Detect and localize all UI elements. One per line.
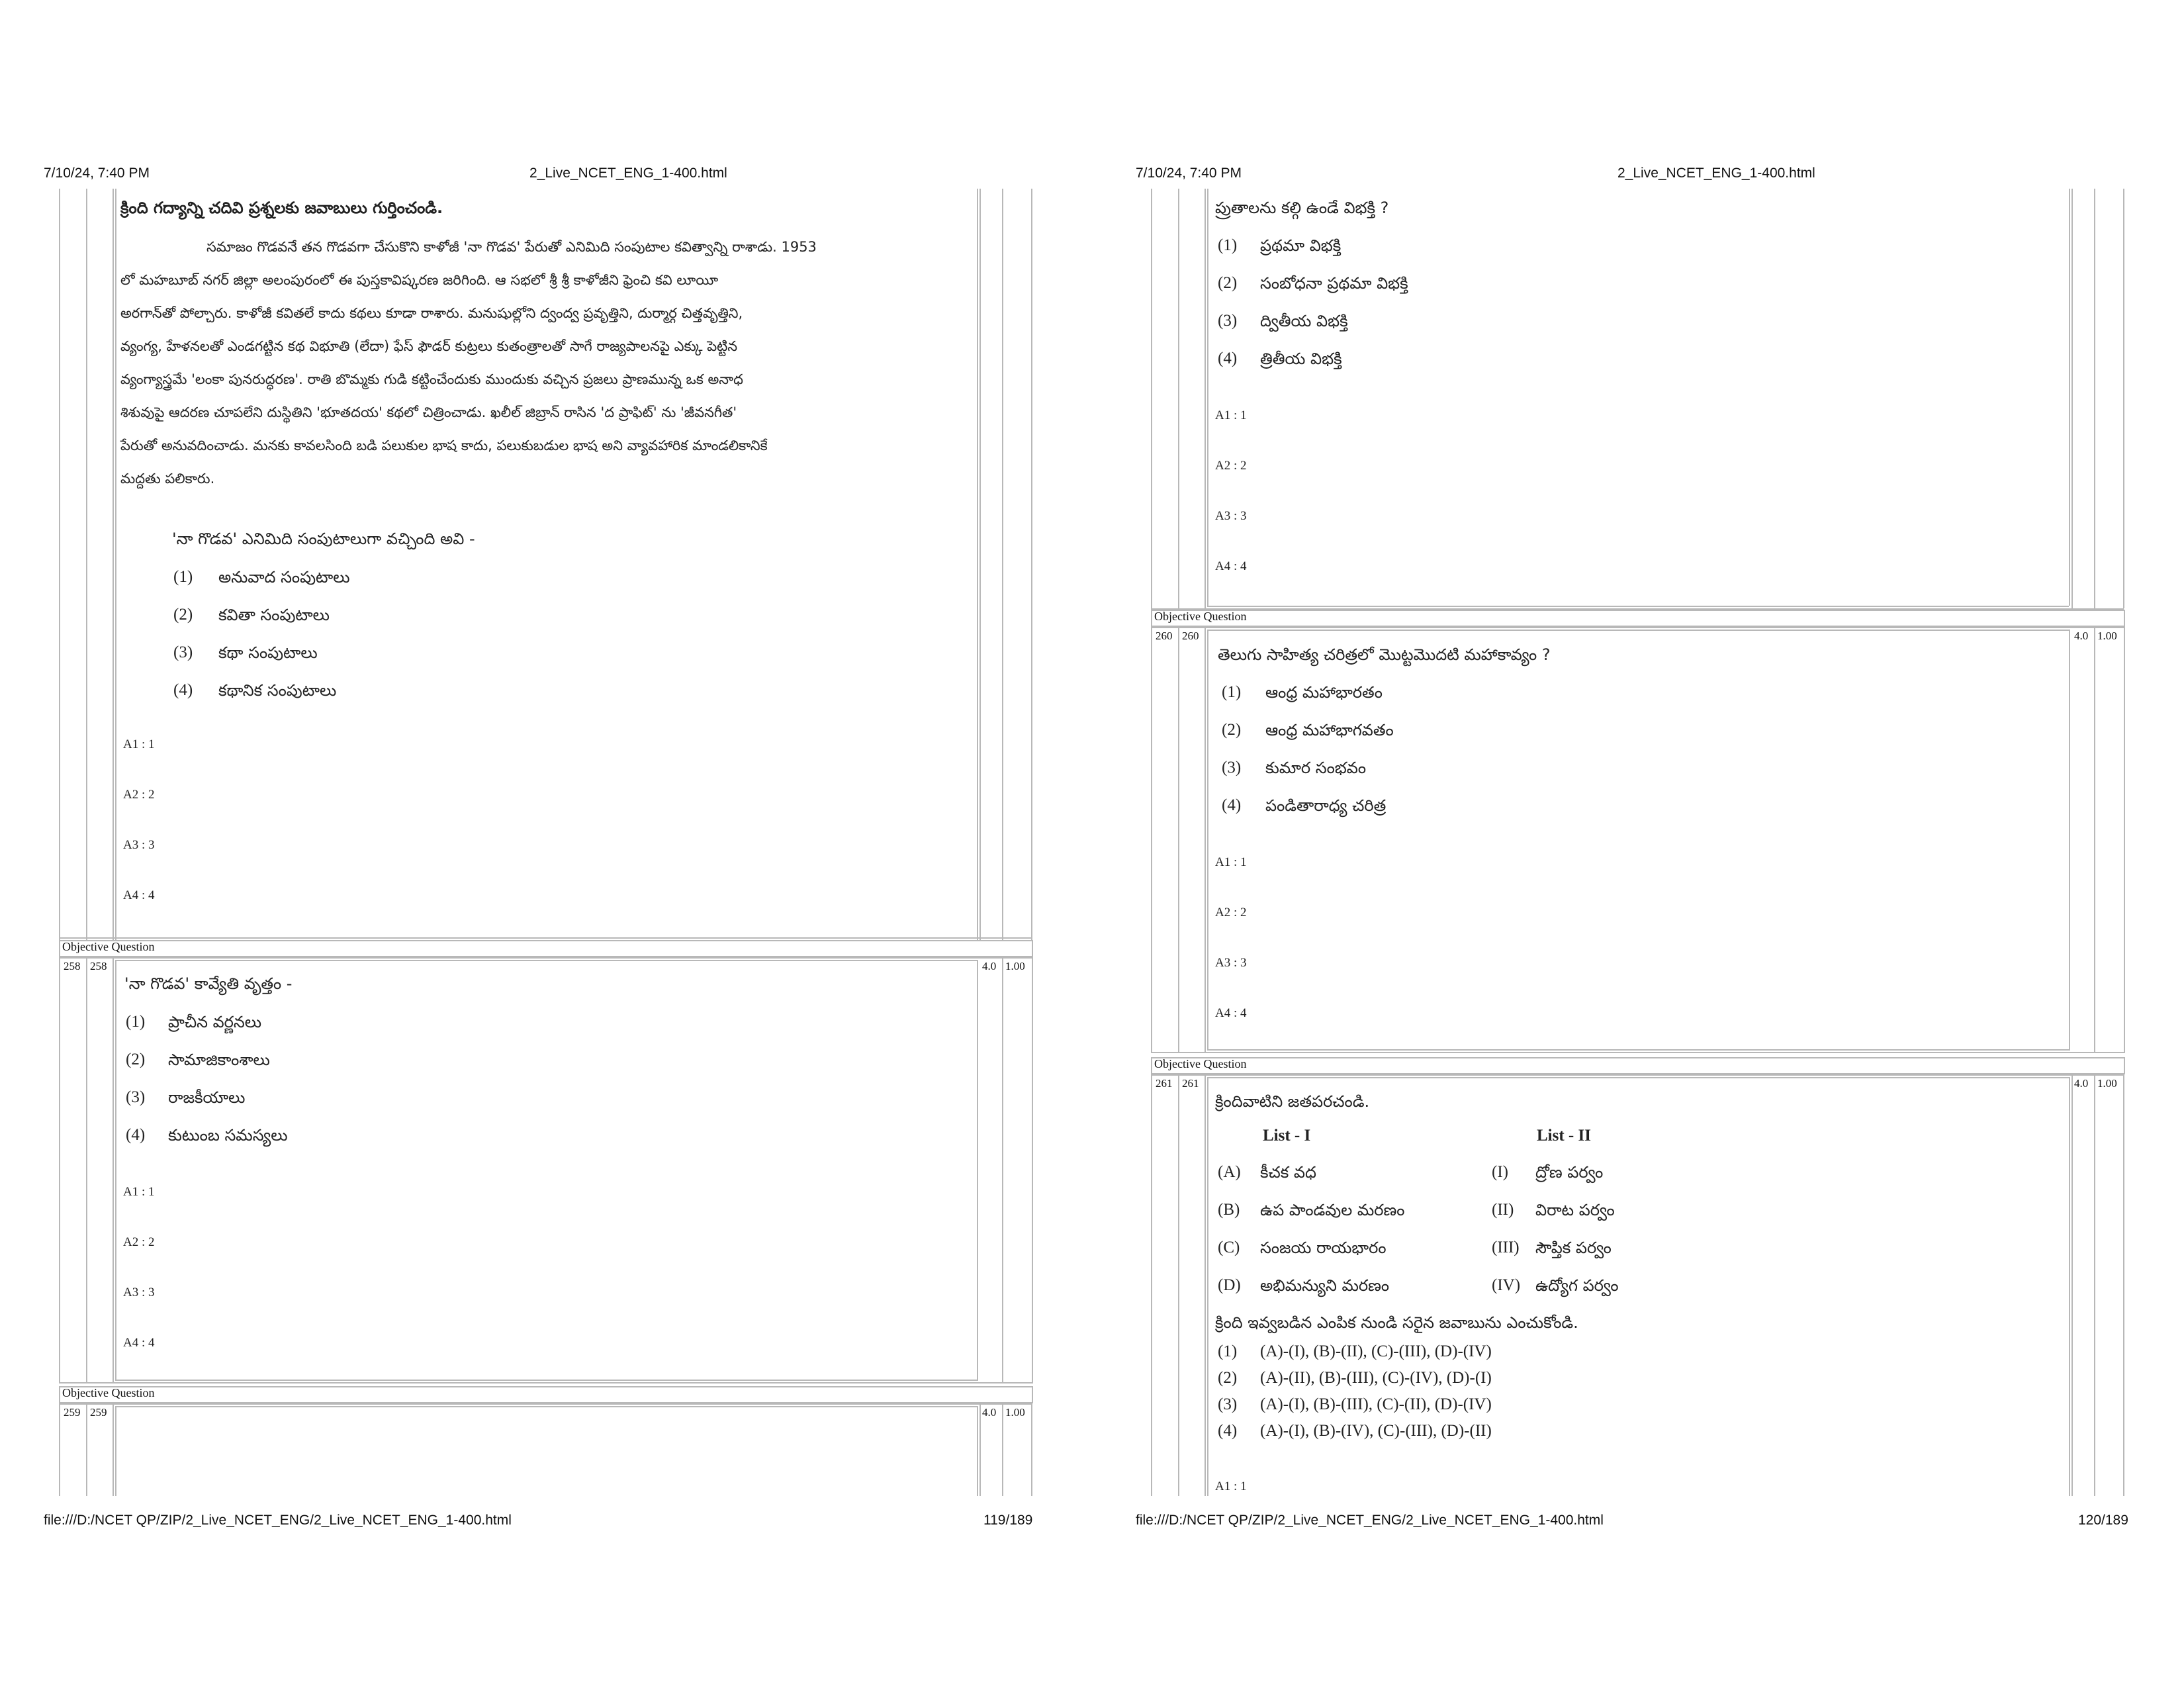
table-border [115,1406,977,1407]
option-text: సామాజికాంశాలు [168,1051,270,1069]
list-1-item: కీచక వధ [1260,1163,1316,1182]
question-id: 258 [90,960,107,972]
list-1-number: (A) [1218,1163,1241,1181]
footer-page-number: 120/189 [2078,1513,2128,1528]
table-border [1031,189,1032,940]
option-number: (1) [1218,236,1238,254]
option-number: (2) [126,1051,146,1068]
answer-key: A1 : 1 [123,1185,155,1199]
list-1-item: ఉప పాండవుల మరణం [1260,1201,1405,1219]
question-260-text: తెలుగు సాహిత్య చరిత్రలో మొట్టమొదటి మహాకావ్యం ? [1218,645,1551,664]
answer-key: A4 : 4 [1215,559,1247,573]
passage-line: అరగాన్‌తో పోల్చారు. కాళోజీ కవితలే కాదు కథలు కూడా రాశారు. మనుషుల్లోని ద్వంద్వ ప్రవృత్తిని, దుర్మార్గ చిత్తవృత్తిని, [120,305,743,321]
negative-marks: 1.00 [2097,1077,2117,1090]
table-border [115,189,116,940]
answer-key: A1 : 1 [1215,1479,1247,1493]
passage-line: లో మహబూబ్ నగర్ జిల్లా అలంపురంలో ఈ పుస్తకావిష్కరణ జరిగింది. ఆ సభలో శ్రీ శ్రీ కాళోజీని ఫ్రెంచి కవి లూయీ [120,272,719,288]
question-id: 259 [90,1406,107,1419]
list-2-item: ద్రోణ పర్వం [1535,1163,1604,1182]
answer-key: A3 : 3 [123,838,155,852]
option-text: కుమార సంభవం [1265,759,1367,777]
option-number: (3) [126,1088,146,1106]
list-2-number: (III) [1492,1239,1520,1256]
table-border [86,957,87,1382]
option-number: (2) [1222,721,1242,739]
option-text: ప్రాచీన వర్ణనలు [168,1013,262,1031]
table-border [1205,1074,1206,1496]
answer-key: A3 : 3 [123,1286,155,1299]
table-border [115,1406,116,1496]
answer-key: A1 : 1 [1215,408,1247,422]
option-text: అనువాద సంపుటాలు [218,568,350,586]
objective-question-bar [59,1386,1033,1403]
answer-key: A4 : 4 [123,888,155,902]
passage-line: మద్దతు పలికారు. [120,471,215,487]
option-number: (2) [173,606,193,624]
passage-line: శిశువుపై ఆదరణ చూపలేని దుస్థితిని 'భూతదయ' కథలో చిత్రించాడు. ఖలీల్ జిబ్రాన్ రాసిన 'ద ప్రాఫిట్' ను 'జీవనగీత' [120,404,737,420]
table-border [977,1406,978,1496]
option-number: (4) [1218,350,1238,367]
passage-line: సమాజం గొడవనే తన గొడవగా చేసుకొని కాళోజీ 'నా గొడవ' పేరుతో ఎనిమిది సంపుటాల కవిత్వాన్ని రాశాడు. 1953 [206,239,817,255]
answer-key: A4 : 4 [1215,1006,1247,1020]
answer-key: A3 : 3 [1215,956,1247,970]
passage-instruction: క్రింది గద్యాన్ని చదివి ప్రశ్నలకు జవాబులు గుర్తించండి. [120,199,443,217]
option-text: కథా సంపుటాలు [218,643,318,662]
answer-key: A2 : 2 [1215,459,1247,473]
answer-key: A1 : 1 [123,737,155,751]
header-title: 2_Live_NCET_ENG_1-400.html [1617,165,1815,181]
question-serial: 260 [1156,630,1173,642]
objective-question-label: Objective Question [1154,610,1247,623]
answer-key: A4 : 4 [123,1336,155,1350]
table-border [59,1403,1032,1405]
table-border [1002,1403,1003,1496]
option-number: (1) [1222,683,1242,701]
table-border [1002,957,1003,1382]
choice-text: (A)-(I), (B)-(III), (C)-(II), (D)-(IV) [1260,1395,1492,1413]
question-261-text: క్రిందివాటిని జతపరచండి. [1215,1092,1370,1111]
objective-question-bar [1151,610,2125,627]
table-border [2071,189,2073,608]
option-text: కథానిక సంపుటాలు [218,681,337,700]
option-number: (3) [1222,759,1242,776]
footer-page-number: 119/189 [983,1513,1033,1528]
table-border [113,189,114,940]
table-border [1151,1074,2124,1076]
question-261-instruction: క్రింది ఇవ్వబడిన ఎంపిక నుండి సరైన జవాబును ఎంచుకోండి. [1215,1313,1578,1332]
list-2-item: సౌప్తిక పర్వం [1535,1239,1612,1257]
list-1-number: (D) [1218,1276,1241,1294]
option-number: (1) [126,1013,146,1031]
option-text: ద్వితీయ విభక్తి [1260,312,1348,330]
objective-question-bar [1151,1057,2125,1074]
table-border [86,189,87,940]
header-date: 7/10/24, 7:40 PM [44,165,150,181]
header-title: 2_Live_NCET_ENG_1-400.html [529,165,727,181]
table-border [2123,1074,2124,1496]
table-border [2123,189,2124,608]
answer-key: A3 : 3 [1215,509,1247,523]
choice-number: (4) [1218,1422,1238,1440]
table-border [1205,189,1206,608]
table-border [1207,1077,2069,1078]
answer-key: A2 : 2 [123,788,155,802]
question-serial: 258 [64,960,81,972]
table-border [1002,189,1003,940]
list-2-number: (IV) [1492,1276,1521,1294]
table-border [59,189,60,940]
question-serial: 259 [64,1406,81,1419]
option-text: రాజకీయాలు [168,1088,246,1107]
list-2-label: List - II [1537,1127,1591,1145]
choice-number: (1) [1218,1342,1238,1360]
option-number: (4) [173,681,193,699]
question-257-text: 'నా గొడవ' ఎనిమిది సంపుటాలుగా వచ్చింది అవి - [172,530,475,548]
choice-number: (2) [1218,1369,1238,1387]
question-marks: 4.0 [2074,1077,2089,1090]
table-border [2069,1077,2070,1496]
table-border [59,1403,60,1496]
option-text: ప్రథమా విభక్తి [1260,236,1342,255]
option-text: కుటుంబ సమస్యలు [168,1126,288,1145]
table-border [1178,627,1179,1052]
negative-marks: 1.00 [2097,630,2117,642]
objective-question-label: Objective Question [1154,1057,1247,1070]
header-date: 7/10/24, 7:40 PM [1136,165,1242,181]
question-serial: 261 [1156,1077,1173,1090]
option-text: ఆంధ్ర మహాభాగవతం [1265,721,1394,739]
table-border [59,937,1032,939]
table-border [1178,189,1179,608]
question-258-text: 'నా గొడవ' కావ్యేతి వృత్తం - [124,974,293,993]
option-number: (4) [1222,796,1242,814]
table-border [1207,189,1208,606]
table-border [86,1403,87,1496]
objective-question-label: Objective Question [62,940,155,953]
negative-marks: 1.00 [1005,960,1025,972]
table-border [1205,627,1206,1052]
table-border [2094,189,2095,608]
passage-text [120,230,968,495]
objective-question-label: Objective Question [62,1386,155,1399]
table-border [113,957,114,1382]
answer-key: A2 : 2 [1215,906,1247,919]
table-border [1178,1074,1179,1496]
question-marks: 4.0 [982,1406,997,1419]
table-border [1031,1403,1032,1496]
choice-text: (A)-(I), (B)-(IV), (C)-(III), (D)-(II) [1260,1422,1492,1440]
option-text: ఆంధ్ర మహాభారతం [1265,683,1383,702]
option-number: (3) [173,643,193,661]
option-number: (2) [1218,274,1238,292]
table-border [1151,1074,1152,1496]
list-2-item: విరాట పర్వం [1535,1201,1615,1219]
choice-text: (A)-(II), (B)-(III), (C)-(IV), (D)-(I) [1260,1369,1492,1387]
option-number: (4) [126,1126,146,1144]
answer-key: A2 : 2 [123,1235,155,1249]
choice-number: (3) [1218,1395,1238,1413]
question-id: 260 [1182,630,1199,642]
list-1-item: అభిమన్యుని మరణం [1260,1276,1390,1295]
passage-line: వ్యంగ్యాస్త్రమే 'లంకా పునరుద్ధరణ'. రాతి బొమ్మకు గుడి కట్టించేందుకు ముందుకు వచ్చిన ప్రజలు ప్రాణమున్న ఒక అనాధ [120,371,743,387]
option-text: సంబోధనా ప్రథమా విభక్తి [1260,274,1408,293]
footer-path: file:///D:/NCET QP/ZIP/2_Live_NCET_ENG/2_Live_NCET_ENG_1-400.html [44,1513,512,1528]
option-text: త్రితీయ విభక్తి [1260,350,1342,368]
option-number: (1) [173,568,193,586]
table-border [2094,627,2095,1052]
table-border [979,189,981,940]
table-border [977,189,978,940]
table-border [1151,189,1152,608]
list-2-number: (II) [1492,1201,1514,1219]
table-border [1207,1077,1208,1496]
table-border [113,1403,114,1496]
option-number: (3) [1218,312,1238,330]
table-border [2071,1074,2073,1496]
pdf-page-120 [1092,0,2184,1688]
table-border [1207,606,2069,607]
list-2-number: (I) [1492,1163,1508,1181]
choice-text: (A)-(I), (B)-(II), (C)-(III), (D)-(IV) [1260,1342,1492,1360]
negative-marks: 1.00 [1005,1406,1025,1419]
footer-path: file:///D:/NCET QP/ZIP/2_Live_NCET_ENG/2_Live_NCET_ENG_1-400.html [1136,1513,1604,1528]
passage-line: పేరుతో అనువదించాడు. మనకు కావలసింది బడి పలుకుల భాష కాదు, పలుకుబడుల భాష అని వ్యావహారిక మాండలికానికే [120,438,768,453]
option-text: కవితా సంపుటాలు [218,606,330,624]
list-1-number: (C) [1218,1239,1240,1256]
question-id: 261 [1182,1077,1199,1090]
list-1-label: List - I [1263,1127,1311,1145]
option-text: పండితారాధ్య చరిత్ర [1265,796,1387,815]
question-marks: 4.0 [982,960,997,972]
objective-question-bar [59,940,1033,957]
table-border [979,1403,981,1496]
list-1-number: (B) [1218,1201,1240,1219]
passage-line: వ్యంగ్య, హేళనలతో ఎండగట్టిన కథ విభూతి (లేదా) ఫేస్ ఫౌడర్ కుట్రలు కుతంత్రాలతో సాగే రాజ్యపాలనపై ఎక్కు పెట్టిన [120,338,738,354]
table-border [2069,189,2070,606]
question-marks: 4.0 [2074,630,2089,642]
list-1-item: సంజయ రాయభారం [1260,1239,1387,1257]
table-border [2094,1074,2095,1496]
question-259-text: ప్రుతాలను కల్గి ఉండే విభక్తి ? [1215,199,1389,217]
answer-key: A1 : 1 [1215,855,1247,869]
list-2-item: ఉద్యోగ పర్వం [1535,1276,1619,1295]
